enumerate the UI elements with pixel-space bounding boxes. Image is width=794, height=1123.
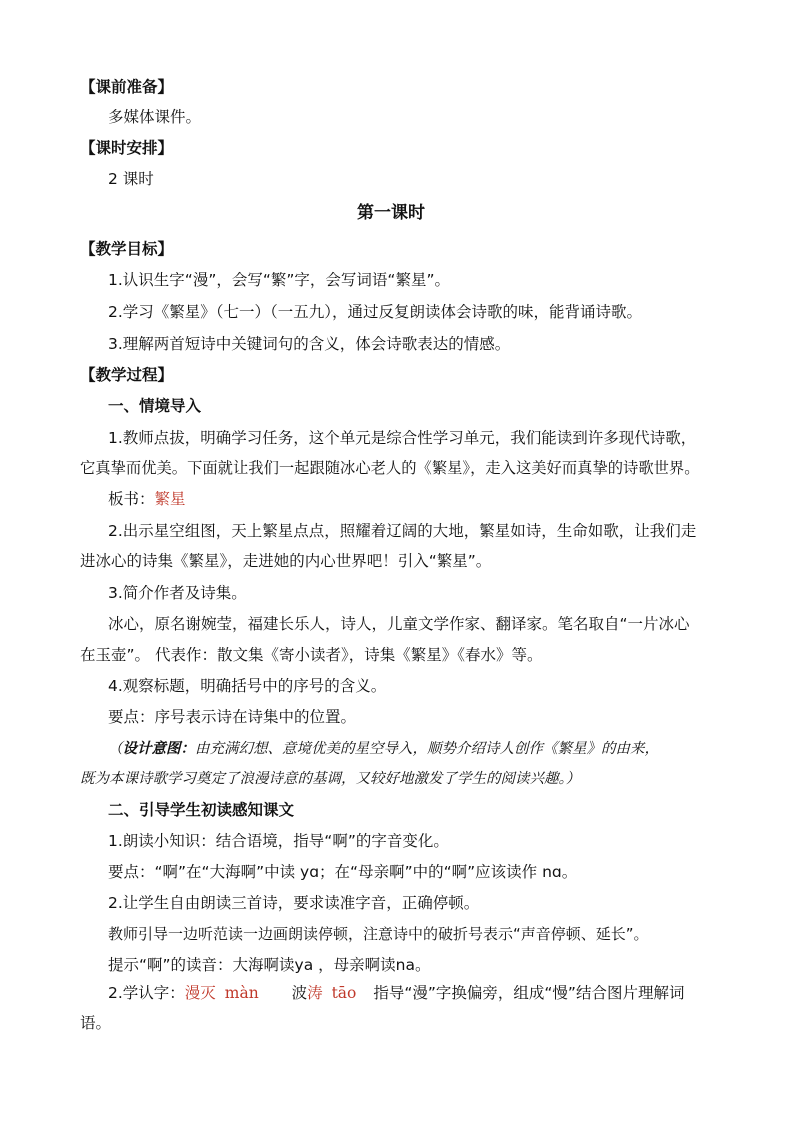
prep-heading: 【课前准备】 xyxy=(80,78,174,96)
paragraph: 提示“啊”的读音：大海啊读ya ，母亲啊读na。 xyxy=(108,956,431,974)
design-note: 既为本课诗歌学习奠定了浪漫诗意的基调，又较好地激发了学生的阅读兴趣。） xyxy=(80,771,581,787)
part1-heading: 一、情境导入 xyxy=(108,397,202,415)
paragraph: 进冰心的诗集《繁星》，走进她的内心世界吧！引入“繁星”。 xyxy=(80,552,492,570)
process-heading: 【教学过程】 xyxy=(80,366,174,384)
board-value: 繁星 xyxy=(154,490,186,508)
paragraph: 它真挚而优美。下面就让我们一起跟随冰心老人的《繁星》，走入这美好而真挚的诗歌世界。 xyxy=(80,459,700,477)
lesson-title: 第一课时 xyxy=(357,203,425,223)
paragraph: 3.简介作者及诗集。 xyxy=(108,584,247,602)
paragraph: 4.观察标题，明确括号中的序号的含义。 xyxy=(108,677,387,695)
vocab-pinyin: tāo xyxy=(331,984,357,1002)
schedule-text: 2 课时 xyxy=(108,170,154,188)
prep-text: 多媒体课件。 xyxy=(108,108,202,126)
board-line xyxy=(108,489,186,509)
schedule-heading: 【课时安排】 xyxy=(80,139,174,157)
vocab-guide: 指导“漫”字换偏旁，组成“慢”结合图片理解词 xyxy=(373,984,685,1002)
paragraph: 2.让学生自由朗读三首诗，要求读准字音，正确停顿。 xyxy=(108,894,480,912)
paragraph: 要点：“啊”在“大海啊”中读 yɑ；在“母亲啊”中的“啊”应该读作 nɑ。 xyxy=(108,863,578,881)
goal-item: 2.学习《繁星》（七一）（一五九），通过反复朗读体会诗歌的味，能背诵诗歌。 xyxy=(108,303,643,321)
design-note-label: 设计意图： xyxy=(122,740,195,757)
part2-heading: 二、引导学生初读感知课文 xyxy=(108,801,295,819)
paragraph: 在玉壶”。 代表作：散文集《寄小读者》，诗集《繁星》《春水》等。 xyxy=(80,646,543,664)
paragraph: 2.出示星空组图，天上繁星点点，照耀着辽阔的大地，繁星如诗，生命如歌，让我们走 xyxy=(108,522,697,540)
board-label: 板书： xyxy=(108,490,155,508)
vocab-line xyxy=(108,983,684,1003)
paragraph: 教师引导一边听范读一边画朗读停顿，注意诗中的破折号表示“声音停顿、延长”。 xyxy=(108,925,649,943)
paragraph: 语。 xyxy=(80,1014,112,1032)
vocab-word: 波涛 xyxy=(291,984,323,1002)
goal-item: 1.认识生字“漫”，会写“繁”字，会写词语“繁星”。 xyxy=(108,271,450,289)
design-note: （设计意图：由充满幻想、意境优美的星空导入，顺势介绍诗人创作《繁星》的由来， xyxy=(108,740,659,757)
paragraph: 冰心，原名谢婉莹，福建长乐人，诗人，儿童文学作家、翻译家。笔名取自“一片冰心 xyxy=(108,615,690,633)
vocab-pinyin: màn xyxy=(224,984,259,1002)
goal-item: 3.理解两首短诗中关键词句的含义，体会诗歌表达的情感。 xyxy=(108,335,511,353)
paragraph: 1.教师点拔，明确学习任务，这个单元是综合性学习单元，我们能读到许多现代诗歌， xyxy=(108,429,697,447)
vocab-word: 漫灭 xyxy=(184,984,216,1002)
paragraph: 要点：序号表示诗在诗集中的位置。 xyxy=(108,708,357,726)
paragraph: 1.朗读小知识：结合语境，指导“啊”的字音变化。 xyxy=(108,832,449,850)
goals-heading: 【教学目标】 xyxy=(80,240,174,258)
vocab-label: 2.学认字： xyxy=(108,984,185,1002)
